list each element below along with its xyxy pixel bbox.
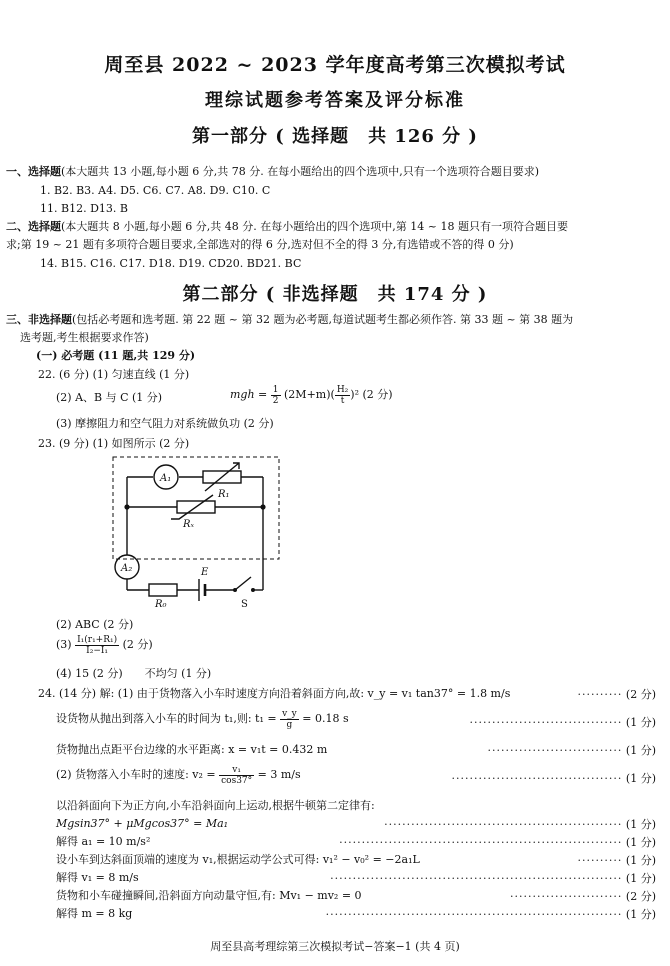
q24-line3: 货物抛出点距平台边缘的水平距离: x = v₁t = 0.432 m <box>56 743 328 756</box>
answer-item: 9. C <box>218 184 241 197</box>
q24-score10: ························· (2 分) <box>510 890 656 903</box>
q24-score6: ····················································· (1 分) <box>384 818 656 831</box>
circuit-diagram <box>105 455 290 615</box>
answer-item: 2. B <box>62 184 85 197</box>
answer-item: 7. A <box>173 184 196 197</box>
r0-label: R₀ <box>155 599 167 610</box>
q22-line1: 22. (6 分) (1) 匀速直线 (1 分) <box>38 368 190 381</box>
answer-item: 17. D <box>127 257 158 270</box>
sec1-desc: 一、选择题(本大题共 13 小题,每小题 6 分,共 78 分. 在每小题给出的四个选项中,只有一个选项符合题目要求) <box>6 165 540 178</box>
r1-label: R₁ <box>218 489 230 500</box>
answer-item: 19. CD <box>187 257 226 270</box>
answer-item: 18. D <box>157 257 188 270</box>
answer-item: 21. BC <box>263 257 302 270</box>
q23-line2: (2) ABC (2 分) <box>56 618 134 631</box>
q24-score9: ································································· (1 分) <box>330 872 656 885</box>
q24-line2: 设货物从抛出到落入小车的时间为 t₁,则: t₁ = $\frac{v\_y}{g}$ = 0.18 s <box>56 708 349 730</box>
q24-score8: ·········· (1 分) <box>577 854 656 867</box>
a2-label: A₂ <box>121 563 133 574</box>
page-footer: 周至县高考理综第三次模拟考试−答案−1 (共 4 页) <box>210 940 460 953</box>
sec2-desc2: 求;第 19 ~ 21 题有多项符合题目要求,全部选对的得 6 分,选对但不全的得 3 分,有选错或不答的得 0 分) <box>6 238 514 251</box>
answer-item: 8. D <box>195 184 219 197</box>
answer-item: 12. D <box>69 202 99 215</box>
answer-item: 5. C <box>128 184 152 197</box>
q24-line11: 解得 m = 8 kg <box>56 907 133 920</box>
q24-score1: ·········· (2 分) <box>577 688 656 701</box>
q24-score2: ·································· (1 分) <box>469 716 656 729</box>
answer-item: 15. C <box>69 257 99 270</box>
s-label: S <box>241 599 248 610</box>
page-title: 周至县 2022 ~ 2023 学年度高考第三次模拟考试 <box>104 54 566 76</box>
a1-label: A₁ <box>160 473 172 484</box>
q24-line4: (2) 货物落入小车时的速度: v₂ = $\frac{\text{v₁}}{\cos 37^\circ}$ = 3 m/s <box>56 764 301 786</box>
q24-score7: ······························································· (1 分) <box>339 836 656 849</box>
sec2-row <box>40 256 301 272</box>
must-heading: (一) 必考题 (11 题,共 129 分) <box>36 349 196 362</box>
answer-item: 14. B <box>40 257 70 270</box>
q22-line2b: mgh = $\frac{1}{2}$ (2M+m)( $\frac{\text{H₂}}{t}$ )² (2 分) <box>230 384 393 406</box>
answer-item: 6. C <box>151 184 174 197</box>
answer-item: 4. D <box>106 184 129 197</box>
answer-item: 1. B <box>40 184 63 197</box>
answer-item: 20. BD <box>225 257 264 270</box>
answer-item: 11. B <box>40 202 70 215</box>
answer-item: 13. B <box>98 202 128 215</box>
q24-line9: 解得 v₁ = 8 m/s <box>56 871 139 884</box>
q24-line7: 解得 a₁ = 10 m/s² <box>56 835 151 848</box>
q23-line1: 23. (9 分) (1) 如图所示 (2 分) <box>38 437 190 450</box>
q24-line8: 设小车到达斜面顶端的速度为 v₁,根据运动学公式可得: v₁² − v₀² = −2a₁L <box>56 853 420 866</box>
q22-line3: (3) 摩擦阻力和空气阻力对系统做负功 (2 分) <box>56 417 274 430</box>
q24-line10: 货物和小车碰撞瞬间,沿斜面方向动量守恒,有: Mv₁ − mv₂ = 0 <box>56 889 362 902</box>
rx-label: Rₓ <box>183 519 195 530</box>
sec1-row2 <box>40 201 128 217</box>
q24-score3: ······························ (1 分) <box>487 744 656 757</box>
answer-item: 3. A <box>84 184 107 197</box>
q23-line3: (3) $\frac{\text{I₁(r₁+R₁)}}{\text{I₂−I₁}}$ (2 分) <box>56 634 153 656</box>
answer-item: 16. C <box>98 257 128 270</box>
q22-line2a: (2) A、B 与 C (1 分) <box>56 391 163 404</box>
answer-item: 10. C <box>240 184 271 197</box>
q23-line4: (4) 15 (2 分) 不均匀 (1 分) <box>56 667 212 680</box>
e-label: E <box>201 567 209 578</box>
q24-line5: 以沿斜面向下为正方向,小车沿斜面向上运动,根据牛顿第二定律有: <box>56 799 375 812</box>
part1-heading: 第一部分 ( 选择题 共 126 分 ) <box>192 126 478 147</box>
sec2-desc1: 二、选择题(本大题共 8 小题,每小题 6 分,共 48 分. 在每小题给出的四个选项中,第 14 ~ 18 题只有一项符合题目要 <box>6 220 568 233</box>
sec3-desc1: 三、非选择题(包括必考题和选考题. 第 22 题 ~ 第 32 题为必考题,每道试题考生都必须作答. 第 33 题 ~ 第 38 题为 <box>6 313 574 326</box>
q24-score11: ·································································· (1 分) <box>325 908 656 921</box>
part2-heading: 第二部分 ( 非选择题 共 174 分 ) <box>182 284 488 305</box>
page-subtitle: 理综试题参考答案及评分标准 <box>205 90 465 111</box>
q24-score4: ······································ (1 分) <box>451 772 656 785</box>
q24-line6: Mgsin37° + μMgcos37° = Ma₁ <box>56 817 229 830</box>
sec1-row1 <box>40 183 270 199</box>
q24-line1: 24. (14 分) 解: (1) 由于货物落入小车时速度方向沿着斜面方向,故: v_y = v₁ tan37° = 1.8 m/s <box>38 687 511 700</box>
sec3-desc2: 选考题,考生根据要求作答) <box>20 331 149 344</box>
